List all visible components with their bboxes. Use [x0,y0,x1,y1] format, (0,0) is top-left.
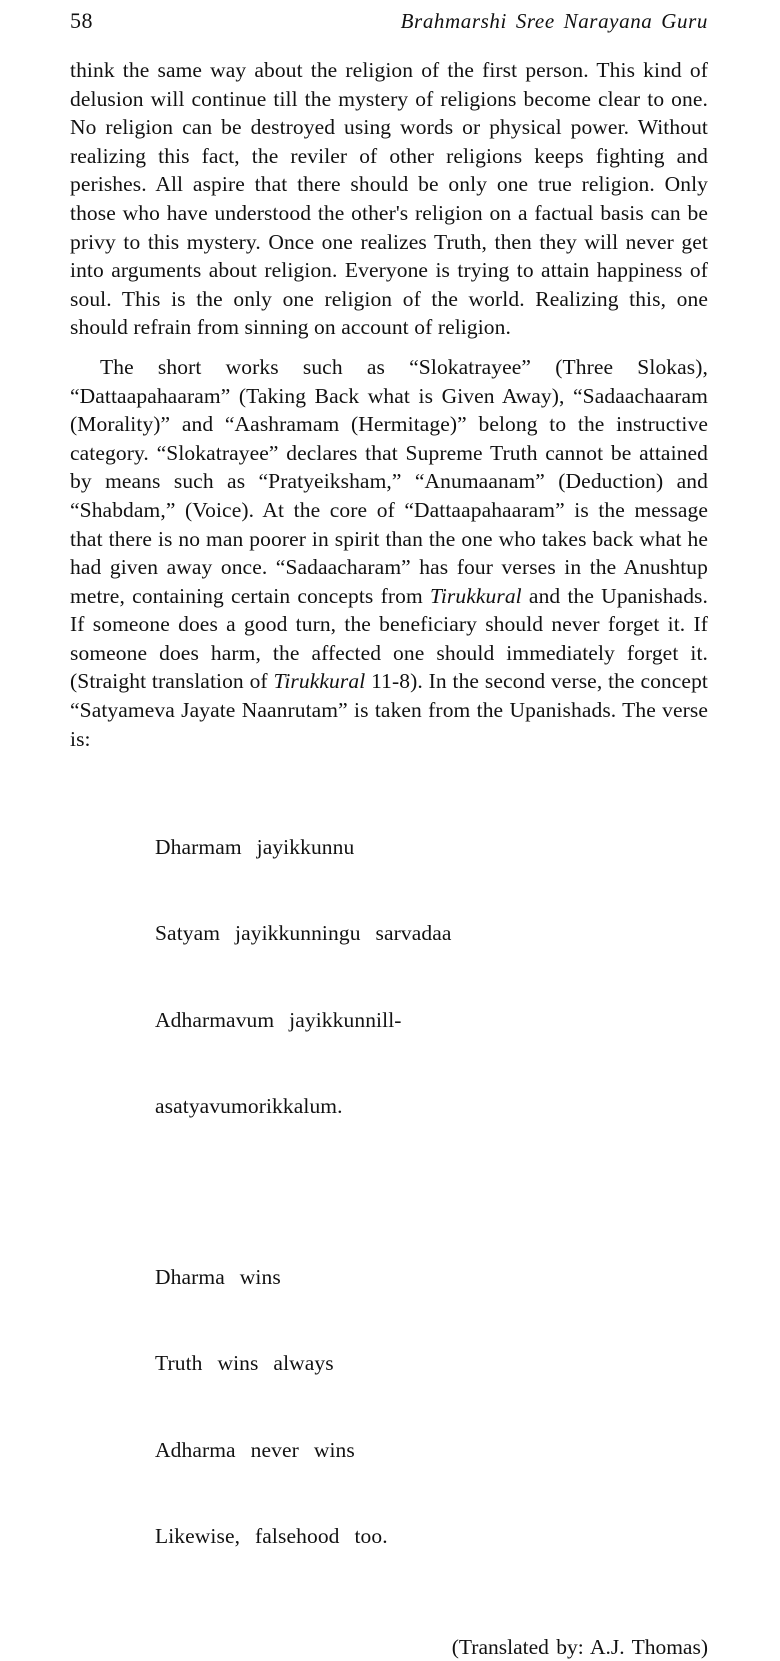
verse-line: Satyam jayikkunningu sarvadaa [155,921,452,946]
work-title-tirukkural-2: Tirukkural [273,669,366,694]
paragraph-text-part-1: The short works such as “Slokatrayee” (Three Slokas), “Dattaapahaaram” (Taking Back what is Given Away), “Sadaachaaram (Morality)” and “Aashramam (Hermitage)” belong to the instructive category. “Slokatrayee” declares that Supreme Truth cannot be attained by means such as “Pratyeiksham,” “Anumaanam” (Deduction) and “Shabdam,” (Voice). At the core of “Dattaapahaaram” is the message that there is no man poorer in spirit than the one who takes back what he had given away once. “Sadaacharam” has four verses in the Anushtup metre, containing certain concepts from [70,354,708,608]
verse-stanza-original [155,775,708,1178]
paragraph-continuation: think the same way about the religion of the first person. This kind of delusion will continue till the mystery of religions become clear to one. No religion can be destroyed using words or physical power. Without realizing this fact, the reviler of other religions keeps fighting and perishes. All aspire that there should be only one true religion. Only those who have understood the other's religion on a factual basis can be privy to this mystery. Once one realizes Truth, then they will never get into arguments about religion. Everyone is trying to attain happiness of soul. This is the only one religion of the world. Realizing this, one should refrain from sinning on account of religion. [70,58,708,340]
verse-line: Adharma never wins [155,1437,355,1462]
work-title-tirukkural-1: Tirukkural [429,583,522,608]
verse-line: Likewise, falsehood too. [155,1524,388,1549]
running-title: Brahmarshi Sree Narayana Guru [400,9,708,33]
verse-line: Adharmavum jayikkunnill- [155,1007,402,1032]
text-block [70,56,708,1661]
paragraph-short-works [70,353,708,753]
verse-line: Truth wins always [155,1351,334,1376]
page-number: 58 [70,8,93,33]
verse-line: Dharmam jayikkunnu [155,834,355,859]
verse-stanza-translation [155,1205,708,1608]
verse-line: asatyavumorikkalum. [155,1094,343,1119]
paragraph-text-part-3: 11-8). In the second verse, the concept “Satyameva Jayate Naanrutam” is taken from the Upanishads. The verse is: [70,669,708,751]
verse-line: Dharma wins [155,1265,281,1289]
running-header [70,8,708,38]
paragraph-text-part-2: and the Upanishads. If someone does a good turn, the beneficiary should never forget it. If someone does harm, the affected one should immediately forget it. (Straight translation of [70,583,708,694]
translator-credit: (Translated by: A.J. Thomas) [451,1634,708,1659]
